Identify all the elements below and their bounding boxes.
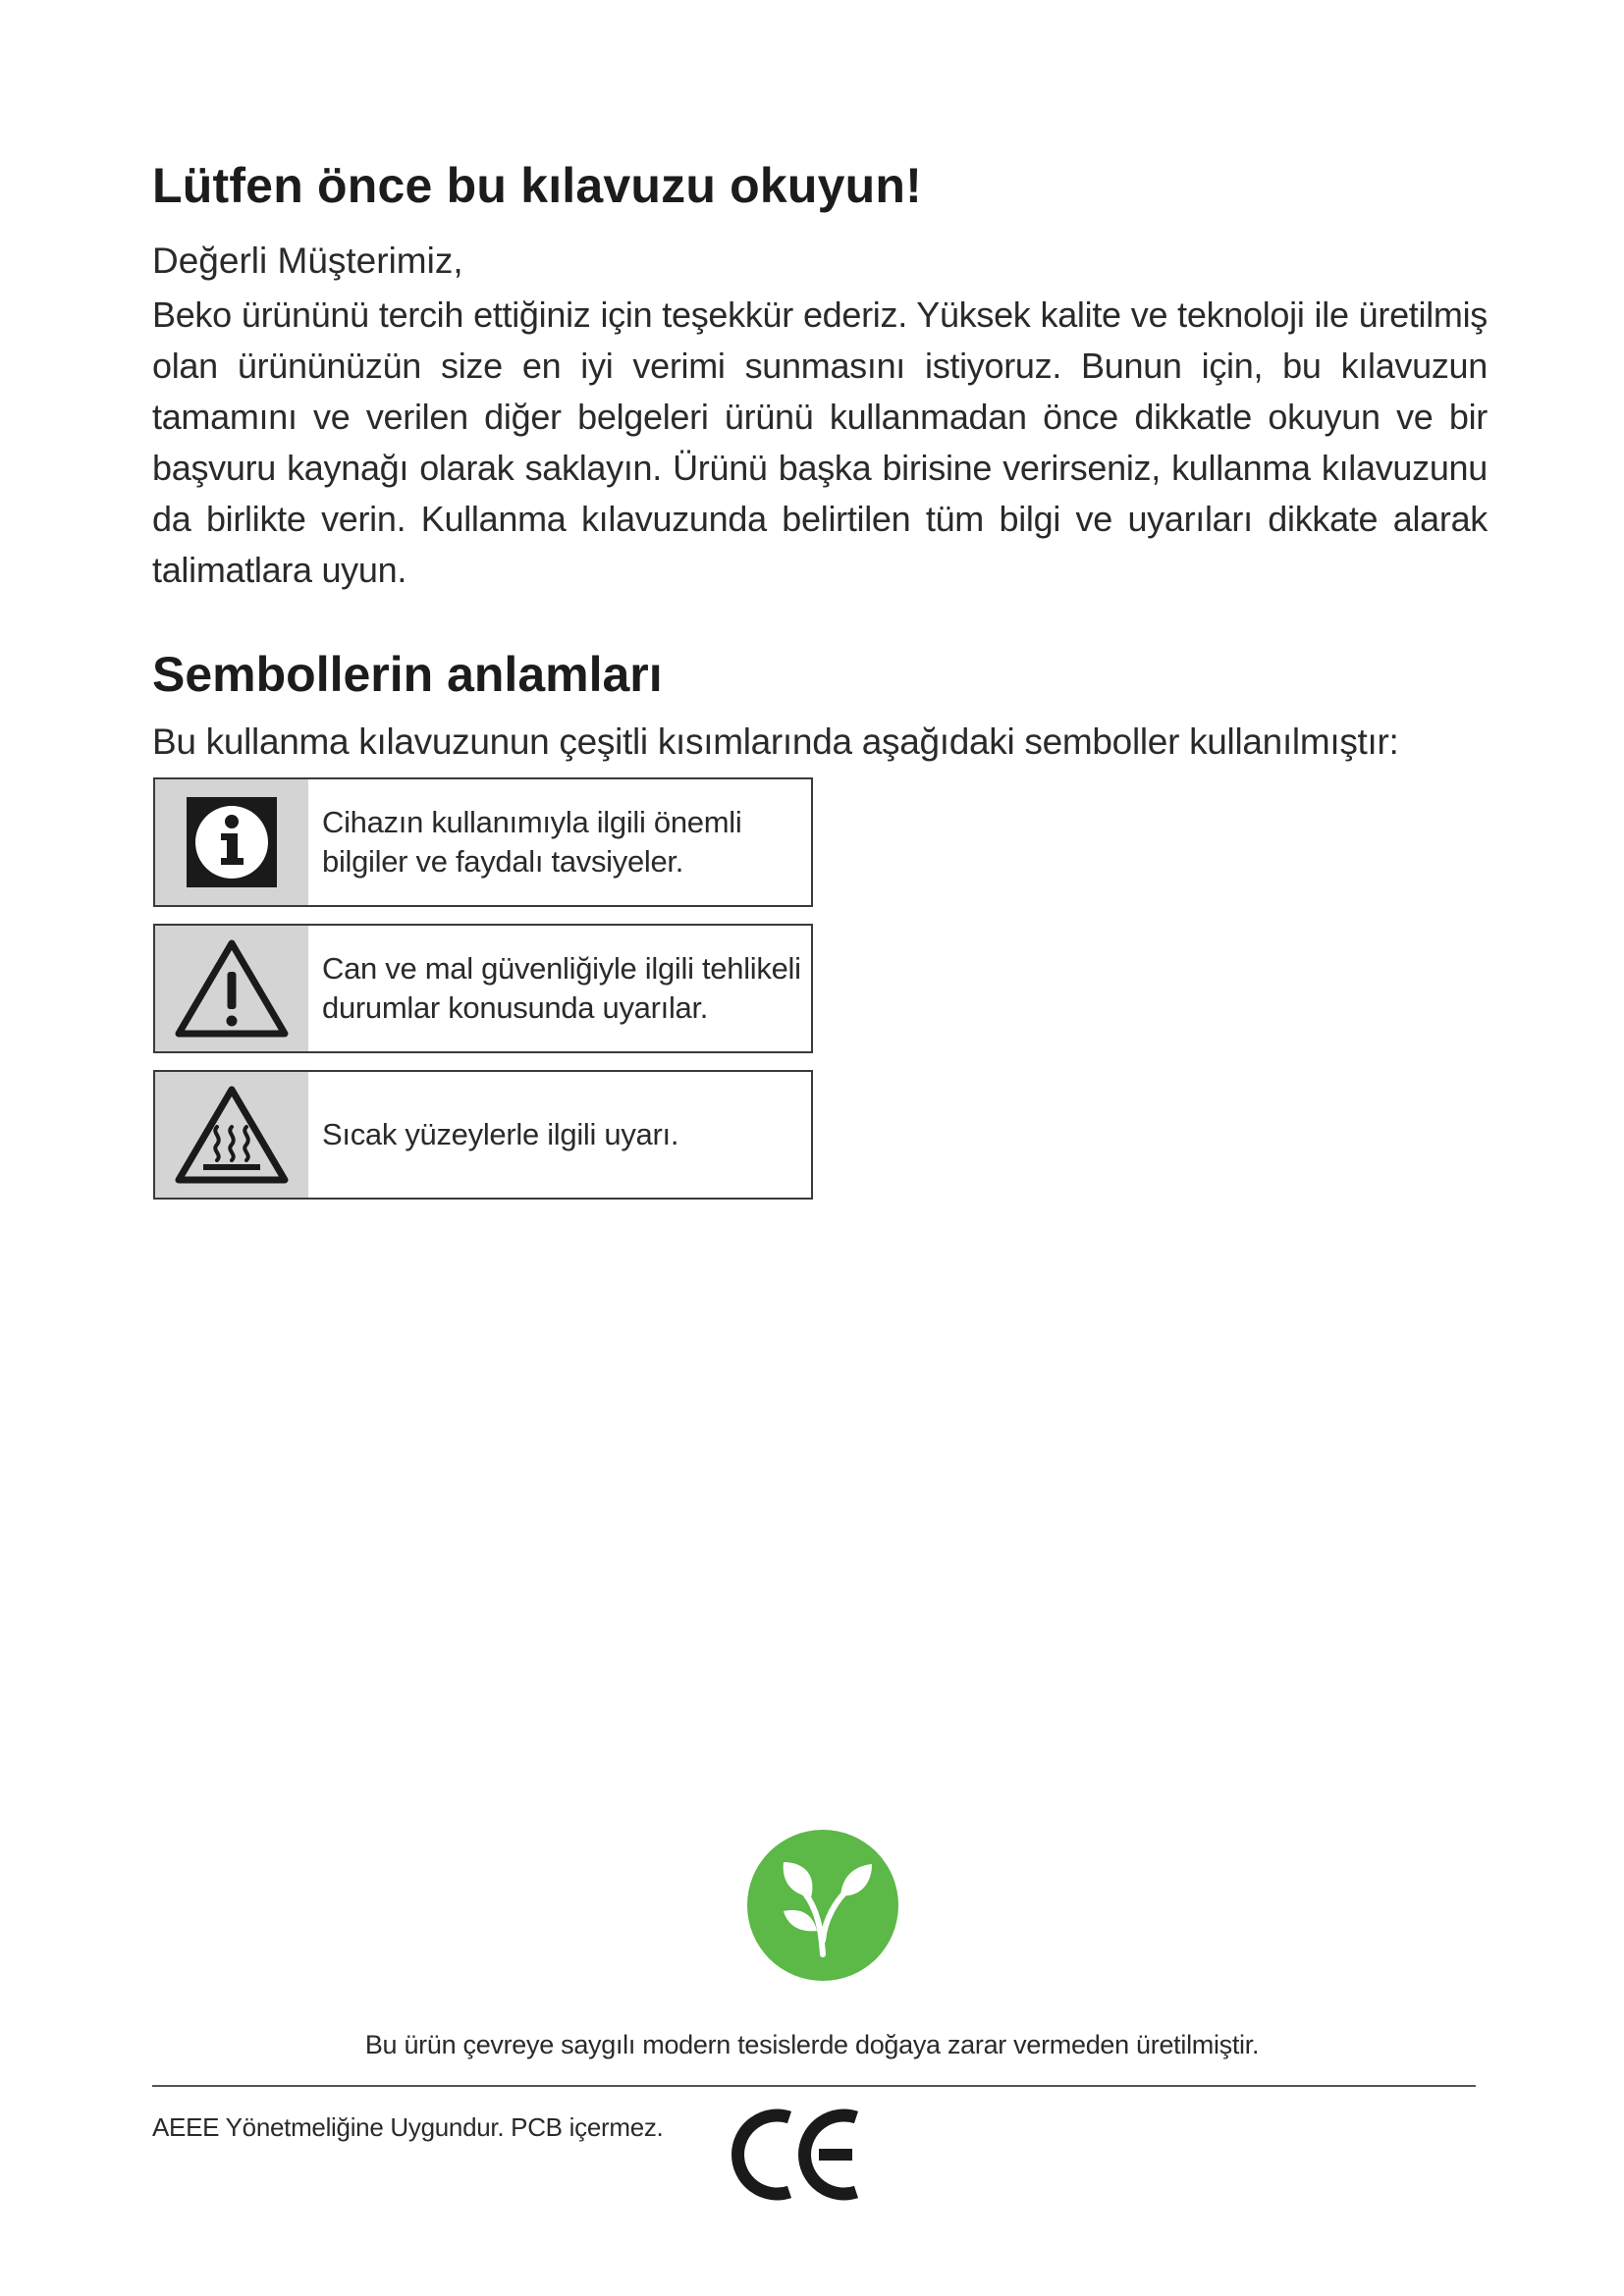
symbol-row-warning [153, 924, 813, 1053]
symbol-icon-cell [155, 779, 308, 905]
ce-mark-icon [729, 2104, 866, 2206]
intro-paragraph: Beko ürününü tercih ettiğiniz için teşekkür ederiz. Yüksek kalite ve teknoloji ile üretilmiş olan ürününüzün size en iyi verimi sunmasını istiyoruz. Bunun için, bu kılavuzun tamamını ve verilen diğer belgeleri ürünü kullanmadan önce dikkatle okuyun ve bir başvuru kaynağı olarak saklayın. Ürünü başka birisine verirseniz, kullanma kılavuzunu da birlikte verin. Kullanma kılavuzunda belirtilen tüm bilgi ve uyarıları dikkate alarak talimatlara uyun. [152, 294, 1488, 590]
symbol-text: Sıcak yüzeylerle ilgili uyarı. [322, 1117, 679, 1151]
symbol-icon-cell [155, 1072, 308, 1198]
symbol-row-info [153, 777, 813, 907]
page-title: Lütfen önce bu kılavuzu okuyun! [152, 158, 923, 213]
compliance-note: AEEE Yönetmeliğine Uygundur. PCB içermez. [152, 2112, 664, 2142]
symbol-row-hot-surface [153, 1070, 813, 1200]
greeting: Değerli Müşterimiz, [152, 240, 463, 281]
symbol-icon-cell [155, 926, 308, 1051]
info-icon [185, 795, 279, 889]
symbols-intro: Bu kullanma kılavuzunun çeşitli kısımlarında aşağıdaki semboller kullanılmıştır: [152, 721, 1399, 762]
symbols-heading: Sembollerin anlamları [152, 647, 663, 702]
eco-statement: Bu ürün çevreye saygılı modern tesislerde doğaya zarar vermeden üretilmiştir. [364, 2030, 1260, 2059]
symbol-text: Cihazın kullanımıyla ilgili önemli bilgiler ve faydalı tavsiyeler. [322, 805, 742, 879]
hot-surface-icon [174, 1084, 290, 1186]
footer-divider [152, 2085, 1476, 2087]
leaf-icon [746, 1829, 899, 1982]
warning-icon [174, 937, 290, 1040]
symbol-text: Can ve mal güvenliğiyle ilgili tehlikeli durumlar konusunda uyarılar. [322, 951, 801, 1025]
